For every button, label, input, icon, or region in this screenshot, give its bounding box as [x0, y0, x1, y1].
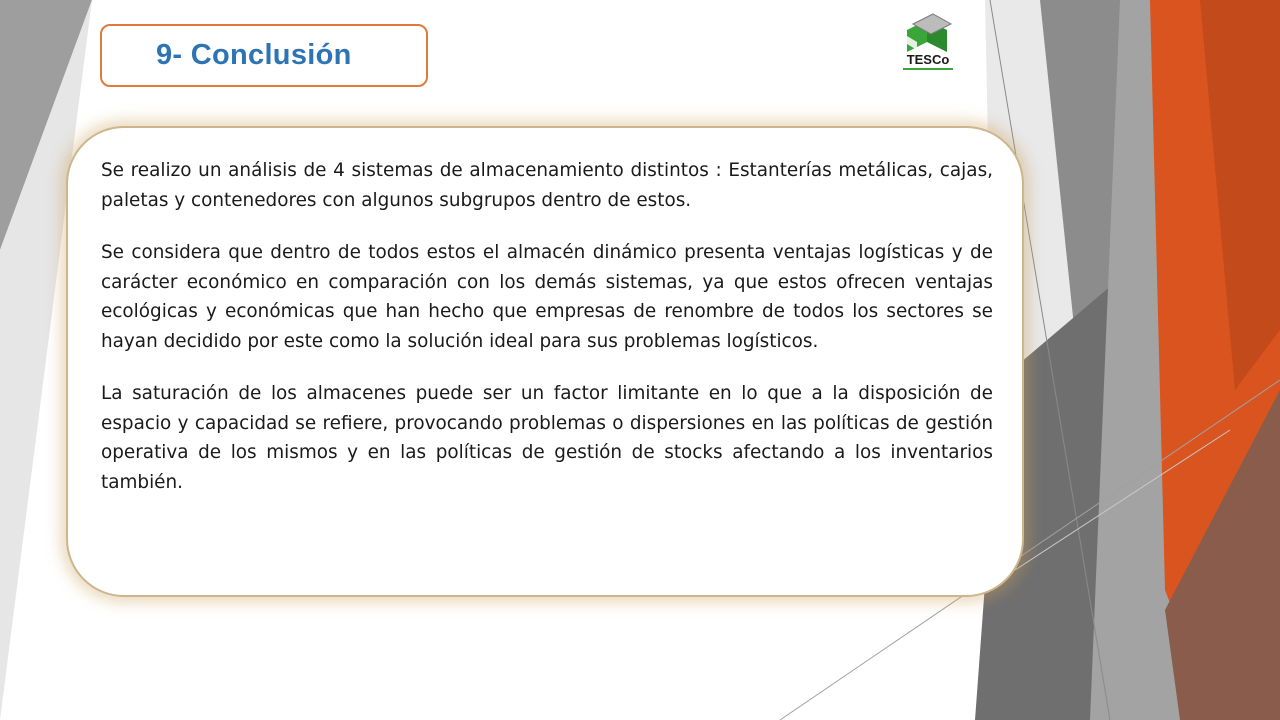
logo-text: TESCo [906, 52, 950, 67]
conclusion-card [66, 126, 1024, 597]
slide-title: 9- Conclusión [156, 39, 352, 71]
paragraph-1: Se realizo un análisis de 4 sistemas de almacenamiento distintos : Estanterías metálicas, cajas, paletas y contenedores con algunos subgrupos dentro de estos. [101, 160, 993, 211]
slide-title-box [100, 24, 428, 87]
tesco-logo-graphic [893, 12, 963, 74]
paragraph-3: La saturación de los almacenes puede ser un factor limitante en lo que a la disposición de espacio y capacidad se refiere, provocando problemas o dispersiones en las políticas de gestión operativa de los mismos y en las políticas de gestión de stocks afectando a los inventarios también. [101, 383, 993, 493]
paragraph-2: Se considera que dentro de todos estos el almacén dinámico presenta ventajas logísticas y de carácter económico en comparación con los demás sistemas, ya que estos ofrecen ventajas ecológicas y económicas que han hecho que empresas de renombre de todos los sectores se hayan decidido por este como la solución ideal para sus problemas logísticos. [101, 242, 993, 352]
conclusion-text [101, 156, 993, 497]
tesco-logo-icon [893, 12, 963, 74]
